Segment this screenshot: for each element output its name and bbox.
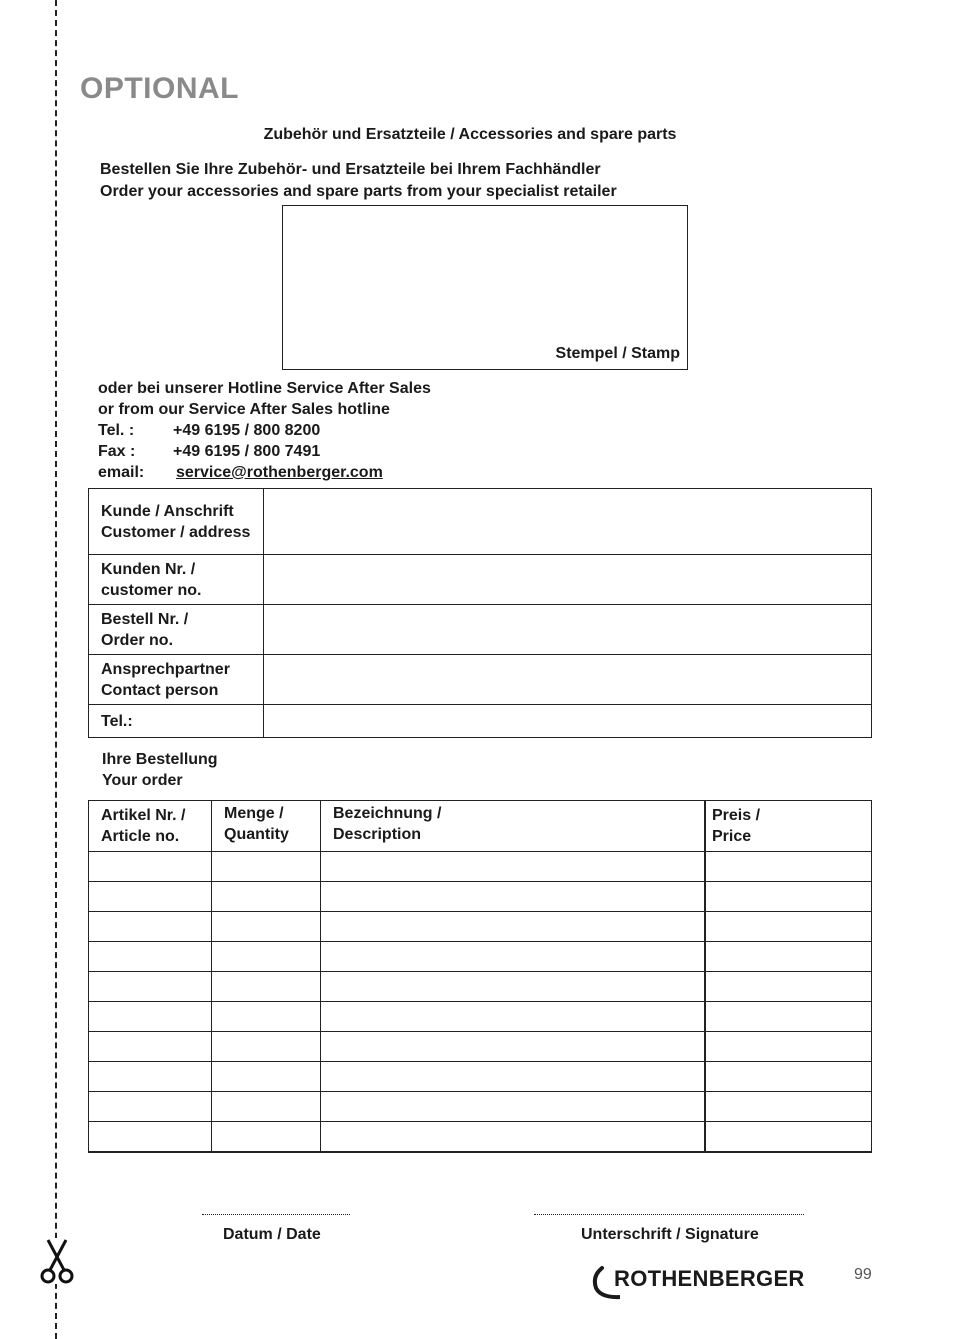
article-cell[interactable] bbox=[89, 912, 212, 942]
order-row bbox=[89, 942, 872, 972]
article-cell[interactable] bbox=[89, 942, 212, 972]
hotline-line-de: oder bei unserer Hotline Service After Sales bbox=[98, 380, 431, 397]
description-cell[interactable] bbox=[321, 1002, 706, 1032]
order-table bbox=[88, 800, 872, 1153]
label-line: customer no. bbox=[101, 581, 202, 599]
quantity-cell[interactable] bbox=[212, 1032, 321, 1062]
order-row bbox=[89, 972, 872, 1002]
description-cell[interactable] bbox=[321, 1062, 706, 1092]
header-line: Description bbox=[333, 826, 422, 843]
label-line: Bestell Nr. / bbox=[101, 610, 189, 628]
date-label: Datum / Date bbox=[223, 1226, 321, 1243]
article-cell[interactable] bbox=[89, 972, 212, 1002]
email-link[interactable]: service@rothenberger.com bbox=[176, 464, 383, 481]
label-line: Tel.: bbox=[101, 712, 133, 730]
label-line: Order no. bbox=[101, 631, 174, 649]
order-row bbox=[89, 1032, 872, 1062]
brand-logo bbox=[590, 1262, 826, 1302]
customer-row bbox=[89, 605, 872, 655]
quantity-cell[interactable] bbox=[212, 912, 321, 942]
quantity-cell[interactable] bbox=[212, 942, 321, 972]
customer-row bbox=[89, 705, 872, 738]
customer-address-field[interactable] bbox=[264, 489, 872, 555]
column-header-article bbox=[89, 801, 212, 852]
label-line: Customer / address bbox=[101, 523, 251, 541]
article-cell[interactable] bbox=[89, 882, 212, 912]
header-line: Artikel Nr. / bbox=[101, 807, 186, 824]
fax-value: +49 6195 / 800 7491 bbox=[173, 443, 321, 460]
customer-field-label bbox=[89, 655, 264, 705]
quantity-cell[interactable] bbox=[212, 972, 321, 1002]
fax-row bbox=[98, 441, 431, 462]
description-cell[interactable] bbox=[321, 1122, 706, 1153]
header-line: Menge / bbox=[224, 805, 284, 822]
price-cell[interactable] bbox=[705, 1062, 872, 1092]
order-row bbox=[89, 1002, 872, 1032]
price-cell[interactable] bbox=[705, 852, 872, 882]
price-cell[interactable] bbox=[705, 1032, 872, 1062]
order-row bbox=[89, 882, 872, 912]
quantity-cell[interactable] bbox=[212, 1092, 321, 1122]
your-order-line-de: Ihre Bestellung bbox=[102, 751, 218, 768]
order-header-row bbox=[89, 801, 872, 852]
header-line: Price bbox=[712, 828, 752, 845]
tel-label: Tel. : bbox=[98, 422, 135, 439]
description-cell[interactable] bbox=[321, 972, 706, 1002]
email-label: email: bbox=[98, 464, 145, 481]
customer-field-label bbox=[89, 705, 264, 738]
customer-field-label bbox=[89, 489, 264, 555]
article-cell[interactable] bbox=[89, 1092, 212, 1122]
description-cell[interactable] bbox=[321, 882, 706, 912]
article-cell[interactable] bbox=[89, 1062, 212, 1092]
customer-field-label bbox=[89, 555, 264, 605]
order-row bbox=[89, 1122, 872, 1153]
header-line: Quantity bbox=[224, 826, 289, 843]
price-cell[interactable] bbox=[705, 1122, 872, 1153]
price-cell[interactable] bbox=[705, 942, 872, 972]
customer-row bbox=[89, 555, 872, 605]
article-cell[interactable] bbox=[89, 1032, 212, 1062]
customer-row bbox=[89, 655, 872, 705]
order-row bbox=[89, 1062, 872, 1092]
cut-line bbox=[55, 0, 57, 1339]
quantity-cell[interactable] bbox=[212, 1002, 321, 1032]
intro-text bbox=[100, 159, 617, 203]
price-cell[interactable] bbox=[705, 882, 872, 912]
customer-table bbox=[88, 488, 872, 738]
contact-person-field[interactable] bbox=[264, 655, 872, 705]
customer-row bbox=[89, 489, 872, 555]
stamp-label: Stempel / Stamp bbox=[555, 345, 680, 362]
page-title: OPTIONAL bbox=[80, 72, 239, 105]
column-header-price bbox=[705, 801, 872, 852]
column-header-quantity bbox=[212, 801, 321, 852]
article-cell[interactable] bbox=[89, 1002, 212, 1032]
hotline-line-en: or from our Service After Sales hotline bbox=[98, 401, 390, 418]
quantity-cell[interactable] bbox=[212, 882, 321, 912]
order-row bbox=[89, 1092, 872, 1122]
intro-line-en: Order your accessories and spare parts from your specialist retailer bbox=[100, 183, 617, 200]
customer-no-field[interactable] bbox=[264, 555, 872, 605]
description-cell[interactable] bbox=[321, 1032, 706, 1062]
price-cell[interactable] bbox=[705, 1002, 872, 1032]
price-cell[interactable] bbox=[705, 912, 872, 942]
header-line: Article no. bbox=[101, 828, 180, 845]
tel-value: +49 6195 / 800 8200 bbox=[173, 422, 321, 439]
quantity-cell[interactable] bbox=[212, 852, 321, 882]
fax-label: Fax : bbox=[98, 443, 136, 460]
date-line[interactable] bbox=[202, 1214, 350, 1215]
description-cell[interactable] bbox=[321, 942, 706, 972]
signature-line[interactable] bbox=[534, 1214, 804, 1215]
header-line: Bezeichnung / bbox=[333, 805, 442, 822]
hotline-info bbox=[98, 378, 431, 483]
scissors-icon bbox=[40, 1238, 74, 1284]
order-no-field[interactable] bbox=[264, 605, 872, 655]
intro-line-de: Bestellen Sie Ihre Zubehör- und Ersatzteile bei Ihrem Fachhändler bbox=[100, 161, 601, 178]
tel-field[interactable] bbox=[264, 705, 872, 738]
page-number: 99 bbox=[854, 1266, 872, 1283]
description-cell[interactable] bbox=[321, 912, 706, 942]
email-row bbox=[98, 462, 431, 483]
your-order-heading bbox=[102, 749, 218, 791]
logo-text: ROTHENBERGER bbox=[614, 1266, 805, 1291]
tel-row bbox=[98, 420, 431, 441]
label-line: Contact person bbox=[101, 681, 219, 699]
header-line: Preis / bbox=[712, 807, 761, 824]
column-header-description bbox=[321, 801, 706, 852]
label-line: Kunde / Anschrift bbox=[101, 502, 234, 520]
description-cell[interactable] bbox=[321, 1092, 706, 1122]
signature-label: Unterschrift / Signature bbox=[581, 1226, 759, 1243]
description-cell[interactable] bbox=[321, 852, 706, 882]
label-line: Kunden Nr. / bbox=[101, 560, 196, 578]
price-cell[interactable] bbox=[705, 1092, 872, 1122]
page-subtitle: Zubehör und Ersatzteile / Accessories and spare parts bbox=[263, 126, 677, 143]
quantity-cell[interactable] bbox=[212, 1062, 321, 1092]
stamp-box[interactable] bbox=[282, 205, 688, 370]
customer-field-label bbox=[89, 605, 264, 655]
order-row bbox=[89, 912, 872, 942]
quantity-cell[interactable] bbox=[212, 1122, 321, 1153]
article-cell[interactable] bbox=[89, 1122, 212, 1153]
article-cell[interactable] bbox=[89, 852, 212, 882]
your-order-line-en: Your order bbox=[102, 772, 183, 789]
price-cell[interactable] bbox=[705, 972, 872, 1002]
order-rows bbox=[89, 852, 872, 1153]
label-line: Ansprechpartner bbox=[101, 660, 230, 678]
order-row bbox=[89, 852, 872, 882]
